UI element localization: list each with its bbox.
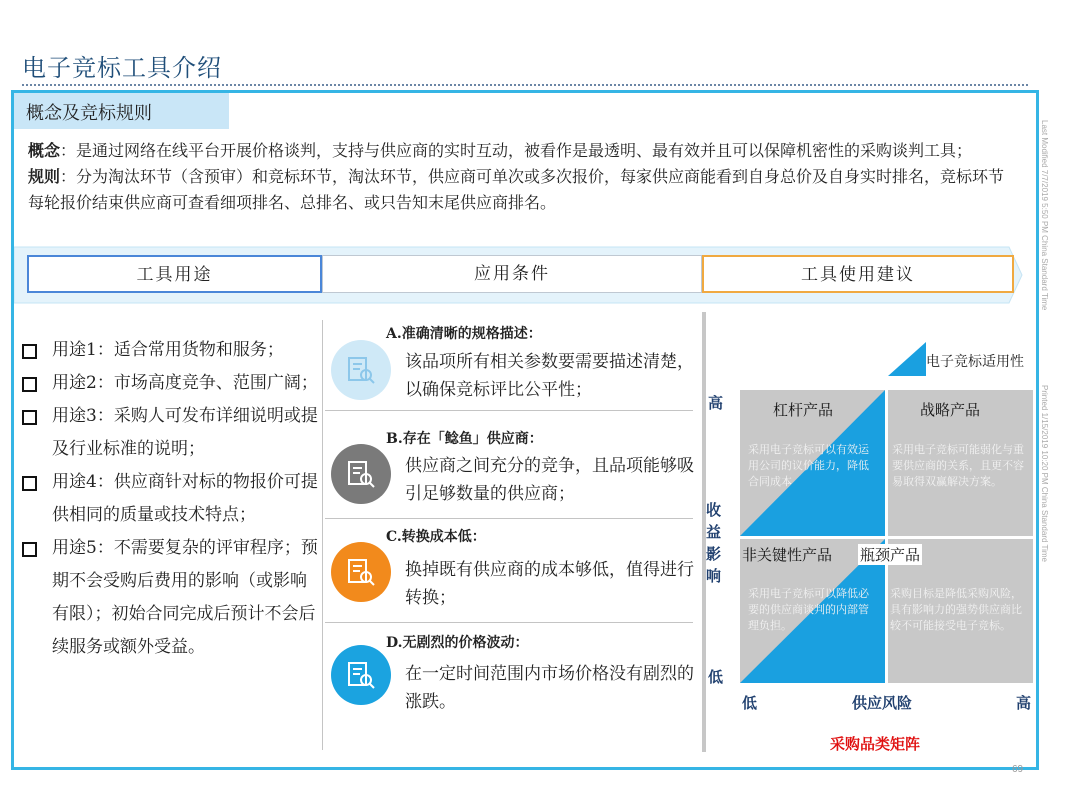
tab-conditions[interactable]: 应用条件 bbox=[322, 255, 702, 293]
rule-text: ：分为淘汰环节（含预审）和竞标环节，淘汰环节，供应商可单次或多次报价，每家供应商能看到自身总价及自身实时排名，竞标环节每轮报价结束供应商可查看细项排名、总排名、或只告知末尾供应商排名。 bbox=[28, 167, 1005, 212]
side-note: Printed 1/15/2019 10:20 PM China Standard Time bbox=[1040, 385, 1049, 562]
checkbox-icon bbox=[22, 377, 37, 392]
row-divider bbox=[325, 518, 693, 519]
y-low-label: 低 bbox=[708, 669, 724, 686]
quadrant-label: 非关键性产品 bbox=[742, 547, 833, 564]
category-matrix bbox=[740, 390, 1035, 712]
section-header-label: 概念及竞标规则 bbox=[26, 103, 152, 124]
x-low-label: 低 bbox=[742, 695, 758, 712]
condition-body: 该品项所有相关参数要需要描述清楚，以确保竞标评比公平性； bbox=[405, 352, 694, 400]
checkbox-icon bbox=[22, 542, 37, 557]
intro-text bbox=[28, 138, 1018, 216]
condition-title: A.准确清晰的规格描述： bbox=[386, 326, 542, 342]
condition-body: 在一定时间范围内市场价格没有剧烈的涨跌。 bbox=[405, 664, 694, 712]
list-item: 用途1：适合常用货物和服务； bbox=[20, 334, 320, 367]
quadrant-label: 杠杆产品 bbox=[773, 402, 834, 419]
usage-list bbox=[20, 334, 320, 664]
document-search-icon bbox=[331, 645, 391, 705]
quadrant-desc: 采购目标是降低采购风险，具有影响力的强势供应商比较不可能接受电子竞标。 bbox=[890, 588, 1022, 632]
quadrant-desc: 采用电子竞标可以降低必要的供应商谈判的内部管理负担。 bbox=[748, 588, 869, 632]
list-item: 用途3：采购人可发布详细说明或提及行业标准的说明； bbox=[20, 400, 320, 466]
list-item: 用途4：供应商针对标的物报价可提供相同的质量或技术特点； bbox=[20, 466, 320, 532]
checkbox-icon bbox=[22, 344, 37, 359]
x-high-label: 高 bbox=[1016, 695, 1032, 712]
checkbox-icon bbox=[22, 476, 37, 491]
list-item: 用途5：不需要复杂的评审程序；预期不会受购后费用的影响（或影响有限）；初始合同完成后预计不会后续服务或额外受益。 bbox=[20, 532, 320, 664]
tab-suggestions[interactable]: 工具使用建议 bbox=[702, 255, 1014, 293]
document-search-icon bbox=[331, 340, 391, 400]
matrix-title: 采购品类矩阵 bbox=[830, 736, 921, 753]
legend-label: 电子竞标适用性 bbox=[926, 353, 1024, 369]
quadrant-desc: 采用电子竞标可以有效运用公司的议价能力，降低合同成本 bbox=[748, 444, 869, 488]
list-item: 用途2：市场高度竞争、范围广阔； bbox=[20, 367, 320, 400]
condition-title: B.存在「鲶鱼」供应商： bbox=[386, 431, 543, 447]
condition-title: D.无剧烈的价格波动： bbox=[386, 635, 529, 651]
tab-tool-usage[interactable]: 工具用途 bbox=[27, 255, 322, 293]
column-divider bbox=[322, 320, 323, 750]
page-title: 电子竞标工具介绍 bbox=[22, 54, 222, 82]
concept-text: ：是通过网络在线平台开展价格谈判，支持与供应商的实时互动，被看作是最透明、最有效并且可以保障机密性的采购谈判工具； bbox=[60, 141, 973, 160]
suitability-triangles bbox=[740, 390, 888, 683]
x-axis-label: 供应风险 bbox=[852, 695, 913, 712]
side-note: Last Modified 7/7/2019 5:50 PM China Standard Time bbox=[1040, 120, 1049, 311]
y-high-label: 高 bbox=[708, 395, 724, 412]
condition-body: 供应商之间充分的竞争，且品项能够吸引足够数量的供应商； bbox=[405, 456, 694, 504]
quadrant-desc: 采用电子竞标可能弱化与重要供应商的关系，且更不容易取得双赢解决方案。 bbox=[892, 444, 1024, 488]
quadrant-label: 战略产品 bbox=[920, 402, 981, 419]
checkbox-icon bbox=[22, 410, 37, 425]
rule-label: 规则 bbox=[28, 167, 61, 186]
condition-title: C.转换成本低： bbox=[386, 529, 486, 545]
document-search-icon bbox=[331, 542, 391, 602]
row-divider bbox=[325, 622, 693, 623]
condition-body: 换掉既有供应商的成本够低，值得进行转换； bbox=[405, 560, 694, 608]
legend-triangle-icon bbox=[888, 342, 926, 376]
row-divider bbox=[325, 410, 693, 411]
page-number: 69 bbox=[1012, 764, 1024, 775]
section-header bbox=[14, 93, 229, 129]
quadrant-label: 瓶颈产品 bbox=[858, 544, 922, 565]
document-search-icon bbox=[331, 444, 391, 504]
title-divider bbox=[22, 84, 1028, 86]
y-axis-label: 收益影响 bbox=[706, 502, 722, 585]
concept-label: 概念 bbox=[28, 141, 61, 160]
